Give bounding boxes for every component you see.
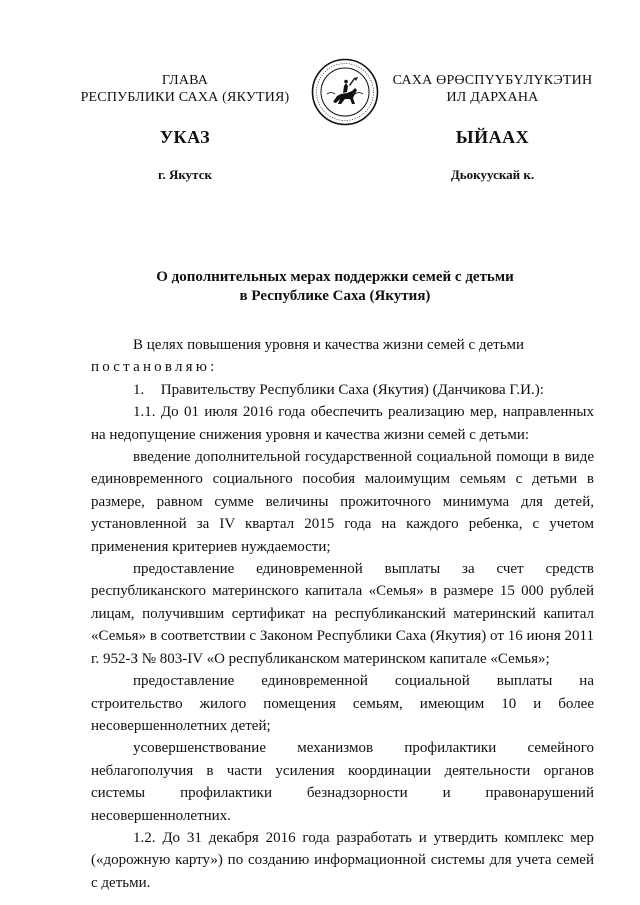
city-ru: г. Якутск <box>158 167 212 182</box>
header-left-line1: ГЛАВА <box>161 73 209 88</box>
header-right-line1: САХА ӨРӨСПҮҮБҮЛҮКЭТИН <box>392 73 593 88</box>
measure-3: предоставление единовременной социальной выплаты на строительство жилого помещения семьям, имеющим 10 и более несовершеннолетних детей; <box>91 673 594 734</box>
measure-2: предоставление единовременной выплаты за счет средств республиканского материнского капитала «Семья» в размере 15 000 рублей лицам, получившим сертификат на республиканский материнский капитал «Семья» в соответствии с Законом Республики Саха (Якутия) от 16 июня 2011 г. 952-З № 803-IV «О республиканском материнском капитале «Семья»; <box>91 561 594 667</box>
resolve-word: постановляю: <box>91 359 218 376</box>
measure-4: усовершенствование механизмов профилактики семейного неблагополучия в части усиления координации деятельности органов системы профилактики безнадзорности и правонарушений несовершеннолетних. <box>91 740 594 824</box>
header-left-line2: РЕСПУБЛИКИ САХА (ЯКУТИЯ) <box>80 90 290 105</box>
city-sakha: Дьокуускай к. <box>450 167 535 182</box>
title-line2: в Республике Саха (Якутия) <box>239 288 431 304</box>
decree-body <box>91 334 594 894</box>
decree-label-ru: УКАЗ <box>159 127 211 147</box>
title-line1: О дополнительных мерах поддержки семей с детьми <box>156 269 514 285</box>
item-1-2: 1.2. До 31 декабря 2016 года разработать и утвердить комплекс мер («дорожную карту») по созданию информационной системы для учета семей с детьми. <box>91 829 594 891</box>
header-right-line2: ИЛ ДАРХАНА <box>446 90 539 105</box>
decree-title <box>60 268 610 306</box>
item-1-text: Правительству Республики Саха (Якутия) (Данчикова Г.И.): <box>160 381 544 398</box>
measure-1: введение дополнительной государственной социальной помощи в виде единовременного социального пособия малоимущим семьям с детьми в размере, равном сумме величины прожиточного минимума для детей, установленной за IV квартал 2015 года на каждого ребенка, с учетом применения критериев нуждаемости; <box>91 449 594 555</box>
header-left <box>60 72 310 106</box>
decree-label-sakha: ЫЙААХ <box>455 127 530 147</box>
intro-paragraph: В целях повышения уровня и качества жизни семей с детьми <box>133 337 525 353</box>
item-1 <box>91 379 594 401</box>
item-1-1: 1.1. До 01 июля 2016 года обеспечить реализацию мер, направленных на недопущение снижения уровня и качества жизни семей с детьми: <box>91 404 594 443</box>
header-right <box>365 72 620 106</box>
item-1-number: 1. <box>133 381 145 398</box>
